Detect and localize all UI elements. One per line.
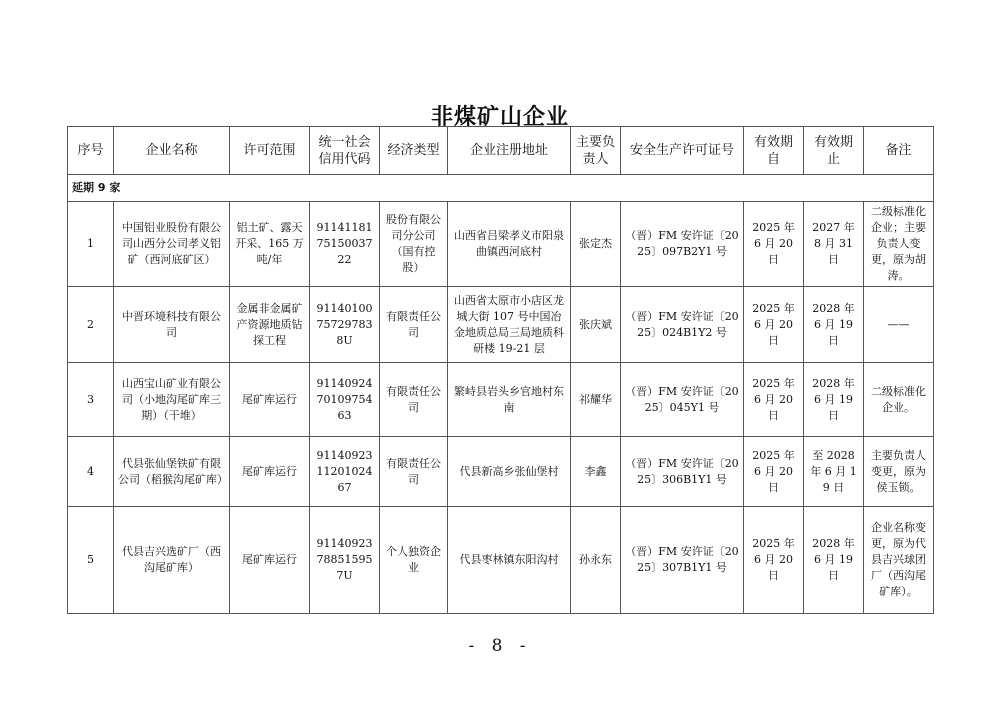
cell-no: 4 (68, 437, 114, 507)
cell-remarks: 主要负责人变更，原为侯玉锁。 (864, 437, 934, 507)
table-row (68, 363, 934, 437)
cell-credit-code: 91140923788515957U (310, 507, 380, 614)
cell-company: 代县吉兴选矿厂（西沟尾矿库） (114, 507, 230, 614)
cell-company: 中国铝业股份有限公司山西分公司孝义铝矿（西河底矿区） (114, 202, 230, 287)
header-cell-remarks: 备注 (864, 127, 934, 175)
cell-valid-to: 2027 年 8 月 31 日 (804, 202, 864, 287)
cell-scope: 尾矿库运行 (230, 363, 310, 437)
cell-no: 3 (68, 363, 114, 437)
cell-address: 繁峙县岩头乡官地村东南 (448, 363, 571, 437)
cell-principal: 孙永东 (571, 507, 621, 614)
cell-valid-to: 2028 年 6 月 19 日 (804, 507, 864, 614)
group-label: 延期 9 家 (68, 175, 934, 202)
cell-valid-from: 2025 年 6 月 20 日 (744, 437, 804, 507)
page-number: - 8 - (468, 636, 532, 656)
header-cell-principal: 主要负责人 (571, 127, 621, 175)
cell-credit-code: 91140100757297838U (310, 287, 380, 363)
cell-scope: 铝土矿、露天开采、165 万吨/年 (230, 202, 310, 287)
cell-remarks: 企业名称变更，原为代县吉兴球团厂（西沟尾矿库）。 (864, 507, 934, 614)
table-row (68, 437, 934, 507)
cell-valid-from: 2025 年 6 月 20 日 (744, 507, 804, 614)
page-title: 非煤矿山企业 (430, 105, 569, 130)
header-cell-license-no: 安全生产许可证号 (621, 127, 744, 175)
cell-principal: 祁耀华 (571, 363, 621, 437)
header-cell-econ-type: 经济类型 (380, 127, 448, 175)
cell-econ-type: 有限责任公司 (380, 437, 448, 507)
cell-license-no: （晋）FM 安许证〔2025〕045Y1 号 (621, 363, 744, 437)
header-row (68, 127, 934, 175)
cell-econ-type: 有限责任公司 (380, 287, 448, 363)
cell-scope: 金属非金属矿产资源地质钻探工程 (230, 287, 310, 363)
table-row (68, 287, 934, 363)
cell-address: 山西省太原市小店区龙城大街 107 号中国冶金地质总局三局地质科研楼 19-21 层 (448, 287, 571, 363)
cell-scope: 尾矿库运行 (230, 437, 310, 507)
cell-credit-code: 911409231120102467 (310, 437, 380, 507)
cell-principal: 李鑫 (571, 437, 621, 507)
header-cell-valid-to: 有效期止 (804, 127, 864, 175)
cell-principal: 张定杰 (571, 202, 621, 287)
cell-company: 中晋环境科技有限公司 (114, 287, 230, 363)
header-cell-no: 序号 (68, 127, 114, 175)
cell-remarks: 二级标准化企业；主要负责人变更，原为胡涛。 (864, 202, 934, 287)
cell-no: 1 (68, 202, 114, 287)
cell-valid-to: 至 2028 年 6 月 19 日 (804, 437, 864, 507)
cell-credit-code: 911409247010975463 (310, 363, 380, 437)
cell-address: 代县枣林镇东阳沟村 (448, 507, 571, 614)
table-row (68, 202, 934, 287)
header-cell-credit-code: 统一社会信用代码 (310, 127, 380, 175)
cell-valid-from: 2025 年 6 月 20 日 (744, 287, 804, 363)
header-cell-valid-from: 有效期自 (744, 127, 804, 175)
cell-license-no: （晋）FM 安许证〔2025〕097B2Y1 号 (621, 202, 744, 287)
cell-valid-to: 2028 年 6 月 19 日 (804, 287, 864, 363)
cell-license-no: （晋）FM 安许证〔2025〕307B1Y1 号 (621, 507, 744, 614)
cell-credit-code: 911411817515003722 (310, 202, 380, 287)
header-cell-address: 企业注册地址 (448, 127, 571, 175)
cell-company: 代县张仙堡铁矿有限公司（稻猴沟尾矿库） (114, 437, 230, 507)
cell-valid-from: 2025 年 6 月 20 日 (744, 363, 804, 437)
cell-address: 山西省吕梁孝义市阳泉曲镇西河底村 (448, 202, 571, 287)
cell-scope: 尾矿库运行 (230, 507, 310, 614)
cell-remarks: 二级标准化企业。 (864, 363, 934, 437)
cell-license-no: （晋）FM 安许证〔2025〕306B1Y1 号 (621, 437, 744, 507)
cell-no: 2 (68, 287, 114, 363)
cell-remarks: —— (864, 287, 934, 363)
header-cell-scope: 许可范围 (230, 127, 310, 175)
cell-econ-type: 股份有限公司分公司（国有控股） (380, 202, 448, 287)
cell-address: 代县新高乡张仙堡村 (448, 437, 571, 507)
cell-company: 山西宝山矿业有限公司（小地沟尾矿库三期）（干堆） (114, 363, 230, 437)
cell-econ-type: 有限责任公司 (380, 363, 448, 437)
cell-license-no: （晋）FM 安许证〔2025〕024B1Y2 号 (621, 287, 744, 363)
header-cell-company: 企业名称 (114, 127, 230, 175)
cell-valid-from: 2025 年 6 月 20 日 (744, 202, 804, 287)
table-row (68, 507, 934, 614)
cell-no: 5 (68, 507, 114, 614)
enterprise-table (67, 126, 934, 614)
cell-econ-type: 个人独资企业 (380, 507, 448, 614)
cell-valid-to: 2028 年 6 月 19 日 (804, 363, 864, 437)
cell-principal: 张庆斌 (571, 287, 621, 363)
group-row (68, 175, 934, 202)
